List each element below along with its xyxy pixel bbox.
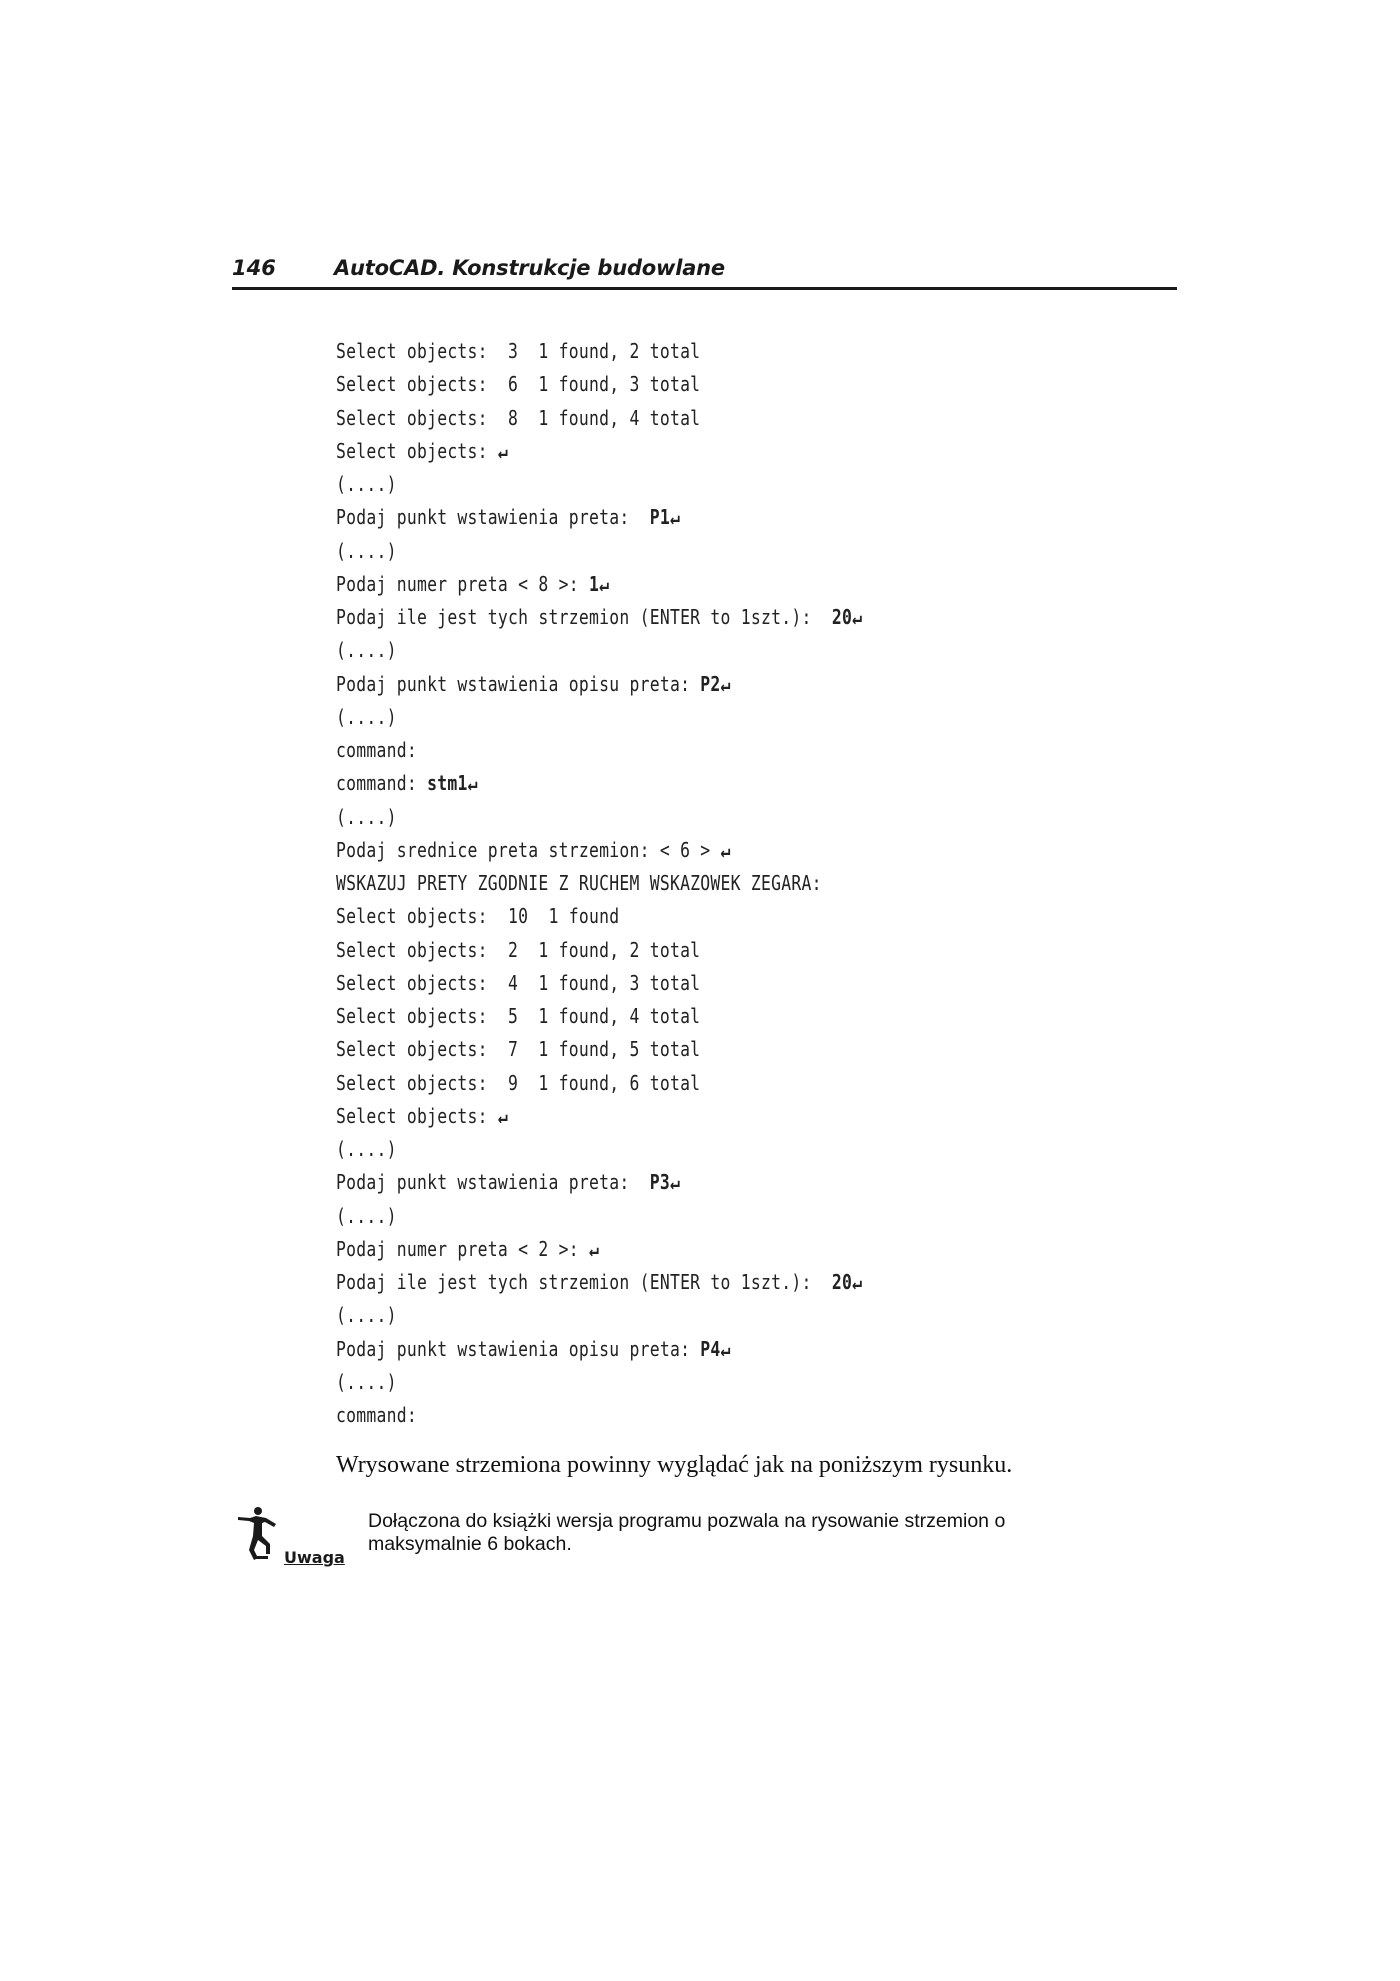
code-line xyxy=(336,900,862,933)
code-line xyxy=(336,1333,862,1366)
code-prompt: Select objects: xyxy=(336,438,498,463)
code-line xyxy=(336,402,862,435)
code-user-input: 20↵ xyxy=(831,605,863,629)
code-line xyxy=(336,1266,862,1299)
command-listing xyxy=(336,335,978,1432)
code-line xyxy=(336,967,862,1000)
code-line xyxy=(336,568,862,601)
code-prompt: Podaj ile jest tych strzemion (ENTER to 1szt.): xyxy=(336,1270,832,1294)
code-user-input: P3↵ xyxy=(649,1170,681,1195)
code-prompt: Podaj punkt wstawienia preta: xyxy=(336,1170,650,1195)
code-prompt: Select objects: 9 1 found, 6 total xyxy=(336,1070,701,1095)
code-prompt: Select objects: 4 1 found, 3 total xyxy=(336,970,701,995)
code-user-input: P2↵ xyxy=(700,671,731,696)
code-user-input: P4↵ xyxy=(700,1336,731,1361)
code-line xyxy=(336,468,862,501)
code-line xyxy=(336,1299,862,1332)
code-prompt: Select objects: 3 1 found, 2 total xyxy=(336,339,701,363)
code-prompt: (....) xyxy=(336,704,397,729)
code-prompt: Select objects: 5 1 found, 4 total xyxy=(336,1004,701,1028)
code-prompt: (....) xyxy=(336,638,397,663)
code-line xyxy=(336,1000,862,1033)
code-prompt: command: xyxy=(336,771,428,796)
code-line xyxy=(336,368,862,401)
code-prompt: Select objects: 2 1 found, 2 total xyxy=(336,937,701,962)
code-prompt: (....) xyxy=(336,538,397,563)
code-user-input: 1↵ xyxy=(588,571,610,596)
page-header xyxy=(232,256,1177,286)
code-line xyxy=(336,1133,862,1166)
note-box xyxy=(232,1506,1062,1576)
code-line xyxy=(336,335,862,368)
code-line xyxy=(336,435,862,468)
code-prompt: (....) xyxy=(336,1203,397,1228)
code-prompt: Podaj punkt wstawienia opisu preta: xyxy=(336,671,701,696)
code-line xyxy=(336,601,862,634)
code-prompt: (....) xyxy=(336,1303,397,1328)
code-user-input: 20↵ xyxy=(831,1270,863,1294)
code-prompt: (....) xyxy=(336,1369,397,1394)
code-prompt: Select objects: 10 1 found xyxy=(336,904,620,929)
code-line xyxy=(336,734,862,767)
code-line xyxy=(336,1233,862,1266)
code-prompt: Select objects: 7 1 found, 5 total xyxy=(336,1037,701,1062)
code-prompt: command: xyxy=(336,738,417,762)
code-line xyxy=(336,1033,862,1066)
header-rule xyxy=(232,287,1177,290)
code-line xyxy=(336,1200,862,1233)
code-user-input: ↵ xyxy=(588,1236,600,1261)
code-prompt: command: xyxy=(336,1403,417,1427)
code-line xyxy=(336,1366,862,1399)
code-line xyxy=(336,801,862,834)
note-label: Uwaga xyxy=(284,1548,345,1567)
code-line xyxy=(336,1166,862,1199)
page-number: 146 xyxy=(232,256,276,280)
code-prompt: Podaj numer preta < 8 >: xyxy=(336,571,589,596)
code-prompt: Podaj numer preta < 2 >: xyxy=(336,1236,589,1261)
code-line xyxy=(336,867,862,900)
code-prompt: Select objects: xyxy=(336,1103,498,1128)
code-line xyxy=(336,701,862,734)
code-line xyxy=(336,767,862,800)
code-prompt: Podaj srednice preta strzemion: < 6 > xyxy=(336,837,721,862)
code-prompt: (....) xyxy=(336,1137,397,1161)
code-prompt: (....) xyxy=(336,804,397,829)
code-line xyxy=(336,634,862,667)
code-line xyxy=(336,668,862,701)
code-user-input: ↵ xyxy=(497,1103,509,1128)
code-prompt: (....) xyxy=(336,472,397,496)
code-prompt: WSKAZUJ PRETY ZGODNIE Z RUCHEM WSKAZOWEK ZEGARA: xyxy=(336,871,822,895)
running-title: AutoCAD. Konstrukcje budowlane xyxy=(334,256,725,280)
code-prompt: Select objects: 6 1 found, 3 total xyxy=(336,372,701,397)
code-line xyxy=(336,934,862,967)
code-prompt: Select objects: 8 1 found, 4 total xyxy=(336,405,701,430)
body-paragraph: Wrysowane strzemiona powinny wyglądać jak na poniższym rysunku. xyxy=(336,1452,1013,1478)
code-prompt: Podaj ile jest tych strzemion (ENTER to 1szt.): xyxy=(336,605,832,629)
note-text: Dołączona do książki wersja programu pozwala na rysowanie strzemion o maksymalnie 6 bokach. xyxy=(368,1510,1006,1555)
code-line xyxy=(336,1399,862,1432)
code-line xyxy=(336,834,862,867)
code-line xyxy=(336,1100,862,1133)
code-line xyxy=(336,501,862,534)
code-line xyxy=(336,1067,862,1100)
code-line xyxy=(336,535,862,568)
code-user-input: stm1↵ xyxy=(427,771,478,796)
code-prompt: Podaj punkt wstawienia preta: xyxy=(336,505,650,530)
runner-icon xyxy=(236,1506,345,1570)
code-user-input: ↵ xyxy=(720,837,731,862)
code-user-input: ↵ xyxy=(497,438,509,463)
code-prompt: Podaj punkt wstawienia opisu preta: xyxy=(336,1336,701,1361)
code-user-input: P1↵ xyxy=(649,505,681,530)
